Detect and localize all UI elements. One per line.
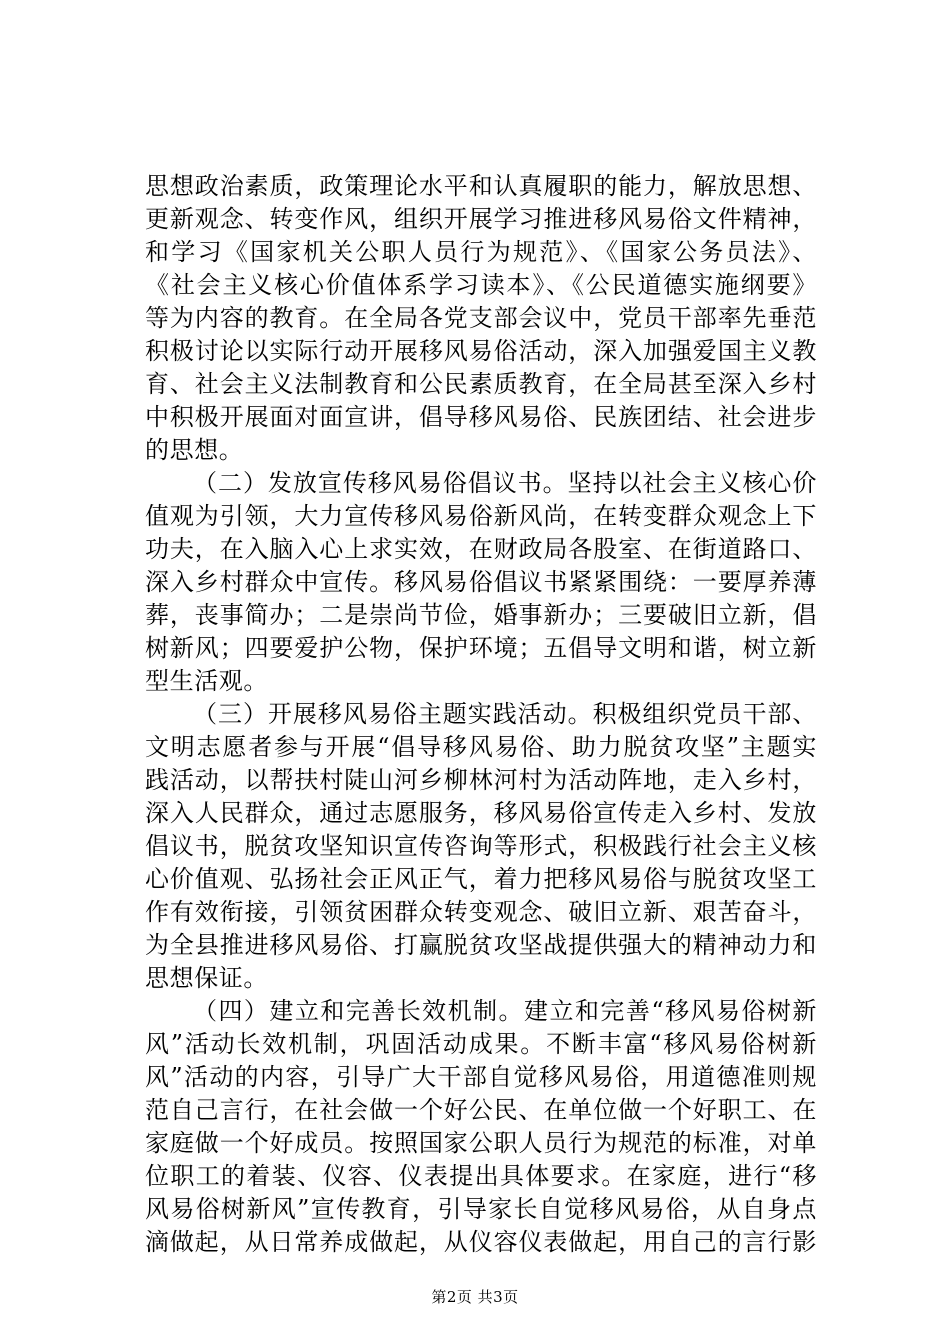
page-number-footer: 第2页 共3页: [431, 1288, 519, 1306]
text-line: 位职工的着装、仪容、仪表提出具体要求。在家庭，进行“移: [145, 1162, 817, 1190]
text-line: 深入人民群众，通过志愿服务，移风易俗宣传走入乡村、发放: [145, 799, 817, 827]
text-line: 功夫，在入脑入心上求实效，在财政局各股室、在街道路口、: [145, 535, 817, 563]
paragraph-heading-line: （二）发放宣传移风易俗倡议书。坚持以社会主义核心价: [193, 469, 817, 497]
text-line: 风易俗树新风”宣传教育，引导家长自觉移风易俗，从自身点: [145, 1195, 817, 1223]
text-line: 倡议书，脱贫攻坚知识宣传咨询等形式，积极践行社会主义核: [145, 832, 817, 860]
text-line: 为全县推进移风易俗、打赢脱贫攻坚战提供强大的精神动力和: [145, 931, 817, 959]
text-line: 范自己言行，在社会做一个好公民、在单位做一个好职工、在: [145, 1096, 817, 1124]
text-line: 中积极开展面对面宣讲，倡导移风易俗、民族团结、社会进步: [145, 403, 817, 431]
text-line: 思想政治素质，政策理论水平和认真履职的能力，解放思想、: [145, 172, 817, 200]
paragraph-heading-line: （三）开展移风易俗主题实践活动。积极组织党员干部、: [193, 700, 817, 728]
paragraph-end-line: 的思想。: [145, 436, 244, 464]
paragraph-end-line: 思想保证。: [145, 964, 268, 992]
paragraph-end-line: 型生活观。: [145, 667, 268, 695]
text-line: 更新观念、转变作风，组织开展学习推进移风易俗文件精神，: [145, 205, 817, 233]
text-line: 滴做起，从日常养成做起，从仪容仪表做起，用自己的言行影: [145, 1228, 817, 1256]
text-line: 积极讨论以实际行动开展移风易俗活动，深入加强爱国主义教: [145, 337, 817, 365]
text-line: 育、社会主义法制教育和公民素质教育，在全局甚至深入乡村: [145, 370, 817, 398]
text-line: 践活动，以帮扶村陡山河乡柳林河村为活动阵地，走入乡村，: [145, 766, 817, 794]
text-line: 《社会主义核心价值体系学习读本》、《公民道德实施纲要》: [145, 271, 817, 299]
paragraph-heading-line: （四）建立和完善长效机制。建立和完善“移风易俗树新: [193, 997, 817, 1025]
text-line: 树新风；四要爱护公物，保护环境；五倡导文明和谐，树立新: [145, 634, 817, 662]
text-line: 心价值观、弘扬社会正风正气，着力把移风易俗与脱贫攻坚工: [145, 865, 817, 893]
text-line: 文明志愿者参与开展“倡导移风易俗、助力脱贫攻坚”主题实: [145, 733, 817, 761]
text-line: 葬，丧事简办；二是崇尚节俭，婚事新办；三要破旧立新，倡: [145, 601, 817, 629]
text-line: 家庭做一个好成员。按照国家公职人员行为规范的标准，对单: [145, 1129, 817, 1157]
document-body: [145, 170, 817, 1259]
text-line: 值观为引领，大力宣传移风易俗新风尚，在转变群众观念上下: [145, 502, 817, 530]
text-line: 风”活动长效机制，巩固活动成果。不断丰富“移风易俗树新: [145, 1030, 817, 1058]
text-line: 等为内容的教育。在全局各党支部会议中，党员干部率先垂范: [145, 304, 817, 332]
text-line: 和学习《国家机关公职人员行为规范》、《国家公务员法》、: [145, 238, 817, 266]
text-line: 作有效衔接，引领贫困群众转变观念、破旧立新、艰苦奋斗，: [145, 898, 817, 926]
text-line: 风”活动的内容，引导广大干部自觉移风易俗，用道德准则规: [145, 1063, 817, 1091]
text-line: 深入乡村群众中宣传。移风易俗倡议书紧紧围绕：一要厚养薄: [145, 568, 817, 596]
